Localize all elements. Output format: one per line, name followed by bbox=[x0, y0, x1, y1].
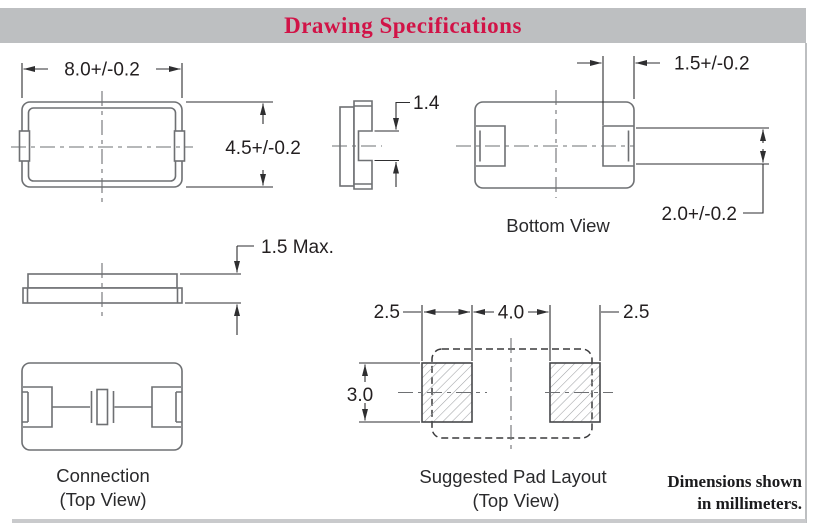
connection-view-drawing bbox=[22, 363, 182, 510]
dim-label-body-width: 8.0+/-0.2 bbox=[64, 59, 140, 81]
dim-label-pad-height: 3.0 bbox=[346, 385, 374, 406]
dim-label-gap: 4.0 bbox=[497, 302, 525, 324]
pad-layout-label-line1: Suggested Pad Layout bbox=[419, 466, 607, 487]
dimension-lines bbox=[180, 246, 254, 335]
package-outline bbox=[475, 102, 634, 188]
dim-label-body-height: 4.5+/-0.2 bbox=[225, 138, 301, 159]
right-castellation bbox=[175, 131, 185, 161]
connection-label-line1: Connection bbox=[56, 465, 150, 486]
bottom-view-label: Bottom View bbox=[506, 215, 610, 236]
dim-label-right-pad: 2.5 bbox=[623, 302, 650, 323]
top-view-drawing bbox=[11, 60, 301, 204]
units-note-line2: in millimeters. bbox=[697, 494, 802, 513]
dim-label-terminal-depth: 2.0+/-0.2 bbox=[661, 204, 737, 225]
end-view-drawing bbox=[332, 93, 440, 189]
dim-label-max-height: 1.5 Max. bbox=[261, 237, 334, 258]
units-note-line1: Dimensions shown bbox=[667, 472, 802, 491]
pad-layout-drawing bbox=[347, 302, 650, 511]
page-title: Drawing Specifications bbox=[284, 12, 522, 38]
side-view-drawing bbox=[23, 237, 334, 335]
dimension-lines bbox=[375, 103, 411, 188]
dim-label-left-pad: 2.5 bbox=[373, 302, 400, 323]
dim-label-terminal-width: 1.5+/-0.2 bbox=[674, 53, 750, 75]
package-outline bbox=[340, 101, 372, 189]
bottom-view-drawing bbox=[456, 54, 769, 237]
left-castellation bbox=[20, 131, 30, 161]
pad-layout-label-line2: (Top View) bbox=[472, 490, 560, 511]
connection-label-line2: (Top View) bbox=[59, 489, 147, 510]
dim-label-terminal: 1.4 bbox=[413, 93, 440, 114]
